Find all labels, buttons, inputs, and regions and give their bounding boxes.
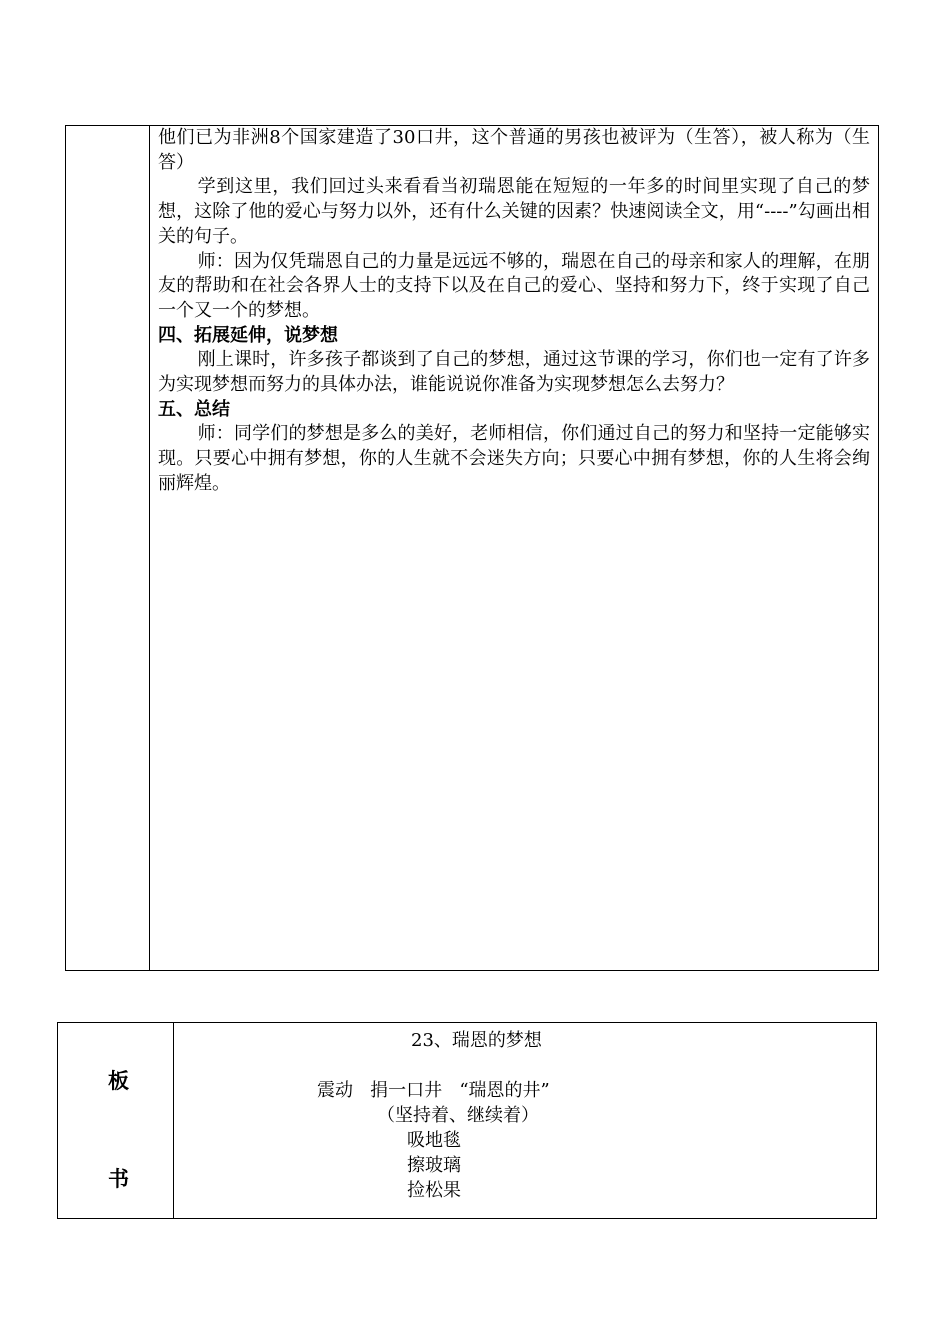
blackboard-title: 23、瑞恩的梦想 xyxy=(411,1030,542,1051)
blackboard-line: 吸地毯 xyxy=(407,1130,461,1151)
lesson-paragraph: 学到这里，我们回过头来看看当初瑞恩能在短短的一年多的时间里实现了自己的梦想，这除了他的爱心与努力以外，还有什么关键的因素？快速阅读全文，用“----”勾画出相关的句子。 xyxy=(158,176,870,247)
section-4-text: 刚上课时，许多孩子都谈到了自己的梦想，通过这节课的学习，你们也一定有了许多为实现梦想而努力的具体办法，谁能说说你准备为实现梦想怎么去努力？ xyxy=(158,349,870,396)
blackboard-line: 震动 捐一口井 “瑞恩的井” xyxy=(317,1080,550,1101)
blackboard-label-char: 书 xyxy=(108,1167,129,1191)
lesson-content-cell xyxy=(158,126,870,497)
lesson-table xyxy=(65,125,879,971)
blackboard-label-cell xyxy=(58,1023,174,1218)
section-heading-5: 五、总结 xyxy=(158,398,230,420)
section-heading-4: 四、拓展延伸，说梦想 xyxy=(158,324,338,346)
blackboard-line: （坚持着、继续着） xyxy=(377,1105,539,1126)
blackboard-line: 捡松果 xyxy=(407,1180,461,1201)
section-5-text: 师：同学们的梦想是多么的美好，老师相信，你们通过自己的努力和坚持一定能够实现。只要心中拥有梦想，你的人生就不会迷失方向；只要心中拥有梦想，你的人生将会绚丽辉煌。 xyxy=(158,423,870,494)
lesson-label-cell xyxy=(66,126,150,970)
lesson-paragraph: 他们已为非洲8个国家建造了30口井，这个普通的男孩也被评为（生答），被人称为（生答） xyxy=(158,127,870,173)
blackboard-table xyxy=(57,1022,877,1219)
blackboard-line: 擦玻璃 xyxy=(407,1155,461,1176)
blackboard-content-cell xyxy=(174,1023,876,1218)
lesson-paragraph: 师：因为仅凭瑞恩自己的力量是远远不够的，瑞恩在自己的母亲和家人的理解，在朋友的帮助和在社会各界人士的支持下以及在自己的爱心、坚持和努力下，终于实现了自己一个又一个的梦想。 xyxy=(158,250,870,321)
blackboard-label-char: 板 xyxy=(108,1069,129,1093)
